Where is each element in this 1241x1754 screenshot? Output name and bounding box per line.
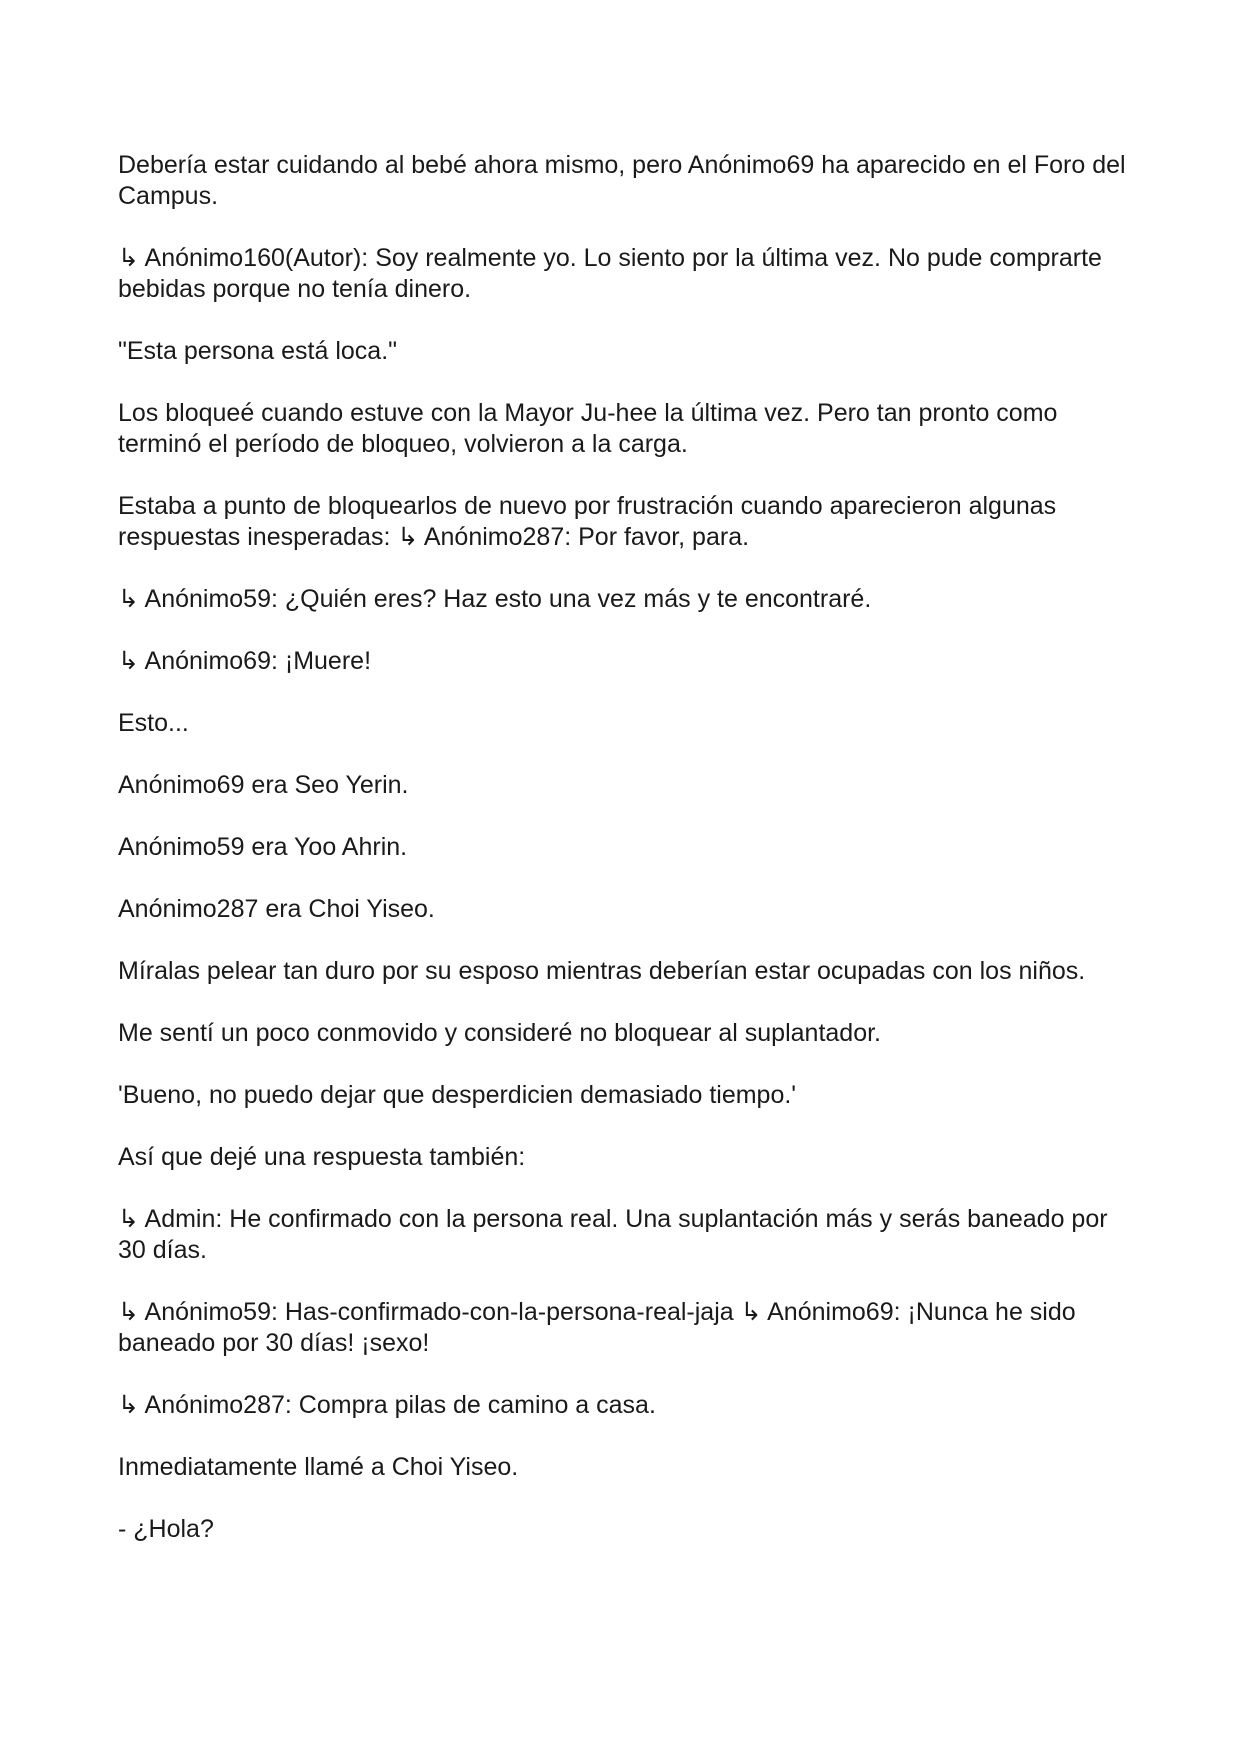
paragraph: Anónimo59 era Yoo Ahrin. (118, 833, 408, 861)
paragraph: ↳ Anónimo160(Autor): Soy realmente yo. Lo siento por la última vez. No pude comprarte bebidas porque no tenía dinero. (118, 244, 1109, 303)
paragraph: ↳ Anónimo69: ¡Muere! (118, 647, 372, 675)
paragraph: Así que dejé una respuesta también: (118, 1143, 526, 1171)
paragraph: 'Bueno, no puedo dejar que desperdicien demasiado tiempo.' (118, 1081, 797, 1109)
paragraph: Los bloqueé cuando estuve con la Mayor Ju-hee la última vez. Pero tan pronto como terminó el período de bloqueo, volvieron a la carga. (118, 399, 1065, 458)
paragraph: ↳ Anónimo59: ¿Quién eres? Haz esto una vez más y te encontraré. (118, 585, 872, 613)
paragraph: Esto... (118, 709, 189, 737)
paragraph: - ¿Hola? (118, 1515, 214, 1543)
paragraph: Debería estar cuidando al bebé ahora mismo, pero Anónimo69 ha aparecido en el Foro del Campus. (118, 151, 1133, 210)
document-body (118, 150, 1133, 1576)
paragraph: Anónimo69 era Seo Yerin. (118, 771, 409, 799)
paragraph: Me sentí un poco conmovido y consideré no bloquear al suplantador. (118, 1019, 881, 1047)
paragraph: Inmediatamente llamé a Choi Yiseo. (118, 1453, 519, 1481)
paragraph: "Esta persona está loca." (118, 337, 398, 365)
paragraph: Estaba a punto de bloquearlos de nuevo por frustración cuando aparecieron algunas respuestas inesperadas: ↳ Anónimo287: Por favor, para. (118, 492, 1064, 551)
paragraph: ↳ Admin: He confirmado con la persona real. Una suplantación más y serás baneado por 30 días. (118, 1205, 1115, 1264)
paragraph: ↳ Anónimo59: Has-confirmado-con-la-persona-real-jaja ↳ Anónimo69: ¡Nunca he sido baneado por 30 días! ¡sexo! (118, 1298, 1083, 1357)
paragraph: Anónimo287 era Choi Yiseo. (118, 895, 435, 923)
paragraph: Míralas pelear tan duro por su esposo mientras deberían estar ocupadas con los niños. (118, 957, 1086, 985)
paragraph: ↳ Anónimo287: Compra pilas de camino a casa. (118, 1391, 656, 1419)
